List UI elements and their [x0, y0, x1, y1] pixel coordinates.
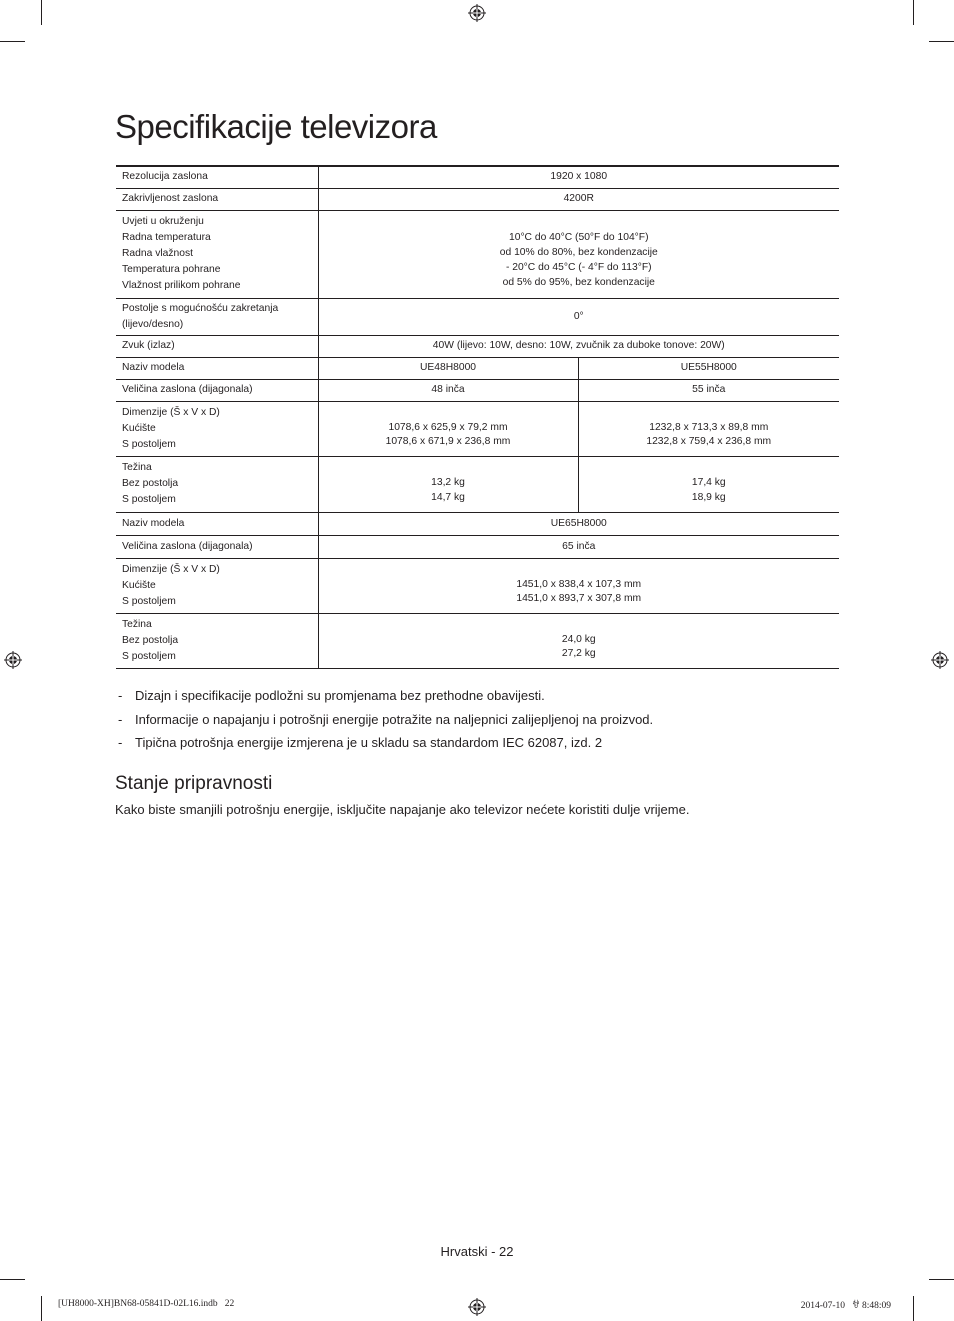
row-value: 1920 x 1080 [318, 166, 839, 188]
row-value: 55 inča [578, 379, 839, 401]
page-footer: Hrvatski - 22 [440, 1244, 514, 1259]
registration-mark-icon [468, 1298, 486, 1316]
crop-mark [41, 0, 42, 25]
spec-table [116, 165, 839, 669]
row-label: Rezolucija zaslona [122, 171, 208, 183]
row-label: Veličina zaslona (dijagonala) [116, 535, 318, 558]
print-slug-file: [UH8000-XH]BN68-05841D-02L16.indb 22 [58, 1299, 235, 1309]
table-row [116, 188, 839, 210]
crop-mark [0, 1279, 25, 1280]
row-value: 1078,6 x 625,9 x 79,2 mm 1078,6 x 671,9 x 236,8 mm [318, 401, 578, 456]
page-title: Specifikacije televizora [115, 108, 437, 145]
standby-text: Kako biste smanjili potrošnju energije, isključite napajanje ako televizor nećete koristiti dulje vrijeme. [115, 802, 690, 817]
table-row [116, 401, 839, 456]
list-item: - Dizajn i specifikacije podložni su promjenama bez prethodne obavijesti. [118, 688, 545, 703]
table-row [116, 210, 839, 298]
list-item: - Tipična potrošnja energije izmjerena je u skladu sa standardom IEC 62087, izd. 2 [118, 735, 603, 750]
registration-mark-icon [468, 4, 486, 22]
row-label: Zvuk (izlaz) [116, 335, 318, 357]
row-label: Uvjeti u okruženju Radna temperatura Radna vlažnost Temperatura pohrane Vlažnost prilikom pohrane [116, 210, 318, 298]
row-label: Postolje s mogućnošću zakretanja (lijevo/desno) [116, 298, 318, 335]
row-value: 4200R [318, 188, 839, 210]
row-value: UE48H8000 [318, 357, 578, 379]
row-label: Veličina zaslona (dijagonala) [116, 379, 318, 401]
row-value: 1232,8 x 713,3 x 89,8 mm 1232,8 x 759,4 x 236,8 mm [578, 401, 839, 456]
row-value: 1451,0 x 838,4 x 107,3 mm 1451,0 x 893,7 x 307,8 mm [318, 558, 839, 613]
row-value: UE55H8000 [578, 357, 839, 379]
table-row [116, 166, 839, 188]
crop-mark [0, 41, 25, 42]
table-row [116, 535, 839, 558]
table-row [116, 357, 839, 379]
row-value: UE65H8000 [318, 512, 839, 535]
row-label: Naziv modela [116, 357, 318, 379]
table-row [116, 335, 839, 357]
crop-mark [913, 0, 914, 25]
registration-mark-icon [931, 651, 949, 669]
crop-mark [913, 1296, 914, 1321]
crop-mark [929, 1279, 954, 1280]
row-value: 48 inča [318, 379, 578, 401]
list-item: - Informacije o napajanju i potrošnji energije potražite na naljepnici zalijepljenoj na proizvod. [118, 711, 654, 727]
crop-mark [41, 1296, 42, 1321]
row-value: 17,4 kg 18,9 kg [578, 456, 839, 512]
row-label: Dimenzije (Š x V x D) Kućište S postoljem [116, 558, 318, 613]
row-label: Težina Bez postolja S postoljem [116, 456, 318, 512]
standby-heading: Stanje pripravnosti [115, 773, 273, 794]
row-value: 40W (lijevo: 10W, desno: 10W, zvučnik za duboke tonove: 20W) [318, 335, 839, 357]
print-slug-date: 2014-07-10 ꊀ 8:48:09 [800, 1301, 891, 1311]
row-value: 10°C do 40°C (50°F do 104°F) od 10% do 80%, bez kondenzacije - 20°C do 45°C (- 4°F do 113°F) od 5% do 95%, bez kondenzacije [318, 210, 839, 298]
table-row [116, 456, 839, 512]
row-value: 0° [318, 298, 839, 335]
crop-mark [929, 41, 954, 42]
notes-list [116, 687, 653, 758]
row-value: 65 inča [318, 535, 839, 558]
table-row [116, 613, 839, 668]
table-row [116, 298, 839, 335]
row-value: 13,2 kg 14,7 kg [318, 456, 578, 512]
table-row [116, 512, 839, 535]
row-label: Težina Bez postolja S postoljem [116, 613, 318, 668]
table-row [116, 379, 839, 401]
row-label: Dimenzije (Š x V x D) Kućište S postoljem [116, 401, 318, 456]
row-label: Naziv modela [116, 512, 318, 535]
row-label: Zakrivljenost zaslona [116, 188, 318, 210]
registration-mark-icon [4, 651, 22, 669]
table-row [116, 558, 839, 613]
row-value: 24,0 kg 27,2 kg [318, 613, 839, 668]
